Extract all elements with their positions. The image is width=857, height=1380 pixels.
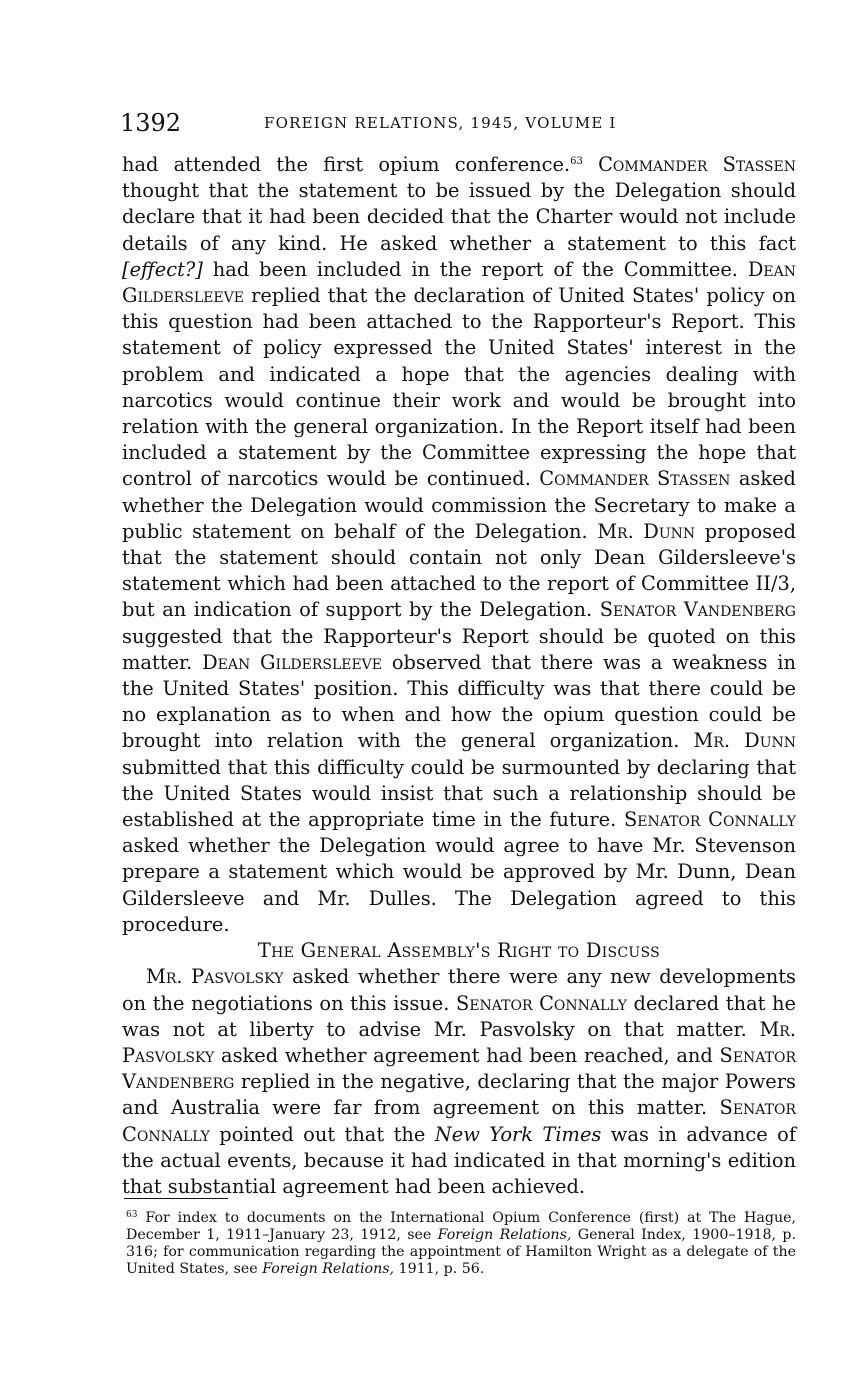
main-text (122, 152, 796, 1200)
publication-title: Foreign Relations, (262, 1261, 395, 1277)
running-head: FOREIGN RELATIONS, 1945, VOLUME I (264, 114, 617, 132)
text-run: replied that the declaration of United States' policy on this question had been attached to the Rapporteur's Report. This statement of policy expressed the United States' interest in the problem and indicated a hope that the agencies dealing with narcotics would continue their work and would be brought into relation with the general organization. In the Report itself had been included a statement by the Committee expressing the hope that control of narcotics would be continued. (122, 284, 796, 491)
text-run: proposed that the statement should contain not only Dean Gildersleeve's statement which had been attached to the report of Committee II/3, but an indication of support by the Delegation. (122, 519, 796, 622)
text-run: thought that the statement to be issued by the Delegation should declare that it had been decided that the Charter would not include details of any kind. He asked whether a statement to this fact (122, 179, 796, 255)
footnote-rule (124, 1198, 228, 1199)
speaker-name: Mr. Dunn (597, 519, 696, 543)
text-run: submitted that this difficulty could be surmounted by declaring that the United States would insist that such a relationship should be established at the appropriate time in the future. (122, 755, 796, 832)
speaker-name: Mr. Dunn (693, 729, 796, 753)
footnote-mark: 63 (126, 1210, 138, 1220)
text-run: asked whether agreement had been reached, and (214, 1043, 720, 1067)
newspaper-title: New York Times (434, 1122, 602, 1146)
publication-title: Foreign Relations, (437, 1227, 572, 1243)
speaker-name: Dean Gildersleeve (122, 257, 796, 308)
speaker-name: Senator Vandenberg (122, 1043, 796, 1094)
text-run: had attended the first opium conference. (122, 153, 571, 176)
section-heading: The General Assembly's Right to Discuss (257, 939, 661, 963)
paragraph-general-assembly (122, 964, 796, 1200)
text-run: pointed out that the (209, 1122, 435, 1146)
footnote-reference: 63 (570, 156, 583, 167)
speaker-name: Senator Connally (456, 991, 627, 1015)
speaker-name: Dean Gildersleeve (202, 650, 383, 674)
text-run: For index to documents on the International Opium Conference (first) at The Hague, December 1, 1911–January 23, 1912, see (126, 1210, 796, 1243)
text-run: observed that there was a weakness in the United States' position. This difficulty was that there could be no explanation as to when and how the opium question could be brought into relation with the general organization. (122, 650, 797, 753)
speaker-name: Commander Stassen (539, 467, 731, 491)
text-run: 1911, p. 56. (394, 1261, 485, 1277)
speaker-name: Commander Stassen (598, 153, 796, 176)
editorial-note: [effect?] (122, 257, 203, 281)
text-run: asked whether the Delegation would agree to have Mr. Stevenson prepare a statement which would be approved by Mr. Dunn, Dean Gildersleeve and Mr. Dulles. The Delegation agreed to this procedure. (122, 834, 796, 936)
text-run: suggested that the Rapporteur's Report should be quoted on this matter. (122, 624, 796, 674)
text-run: General Index, 1900–1918, p. 316; for communication regarding the appointment of Hamilton Wright as a delegate of the United States, see (126, 1227, 797, 1277)
speaker-name: Mr. Pasvolsky (146, 965, 284, 989)
speaker-name: Senator Vandenberg (599, 598, 796, 622)
text-run: asked whether there were any new developments on the negotiations on this issue. (122, 965, 796, 1015)
text-run: declared that he was not at liberty to advise Mr. Pasvolsky on that matter. (122, 991, 796, 1041)
footnote (126, 1210, 796, 1278)
text-run: asked whether the Delegation would commission the Secretary to make a public statement on behalf of the Delegation. (122, 467, 796, 543)
text-run: was in advance of the actual events, because it had indicated in that morning's edition that substantial agreement had been achieved. (122, 1122, 796, 1198)
text-run: replied in the negative, declaring that the major Powers and Australia were far from agreement on this matter. (122, 1070, 796, 1120)
page-header (120, 108, 800, 138)
speaker-name: Senator Connally (623, 808, 797, 832)
text-run: had been included in the report of the Committee. (202, 257, 748, 281)
page-number: 1392 (120, 109, 182, 137)
speaker-name: Mr. Pasvolsky (122, 1017, 796, 1067)
paragraph-opium (122, 152, 796, 938)
speaker-name: Senator Connally (122, 1096, 796, 1146)
